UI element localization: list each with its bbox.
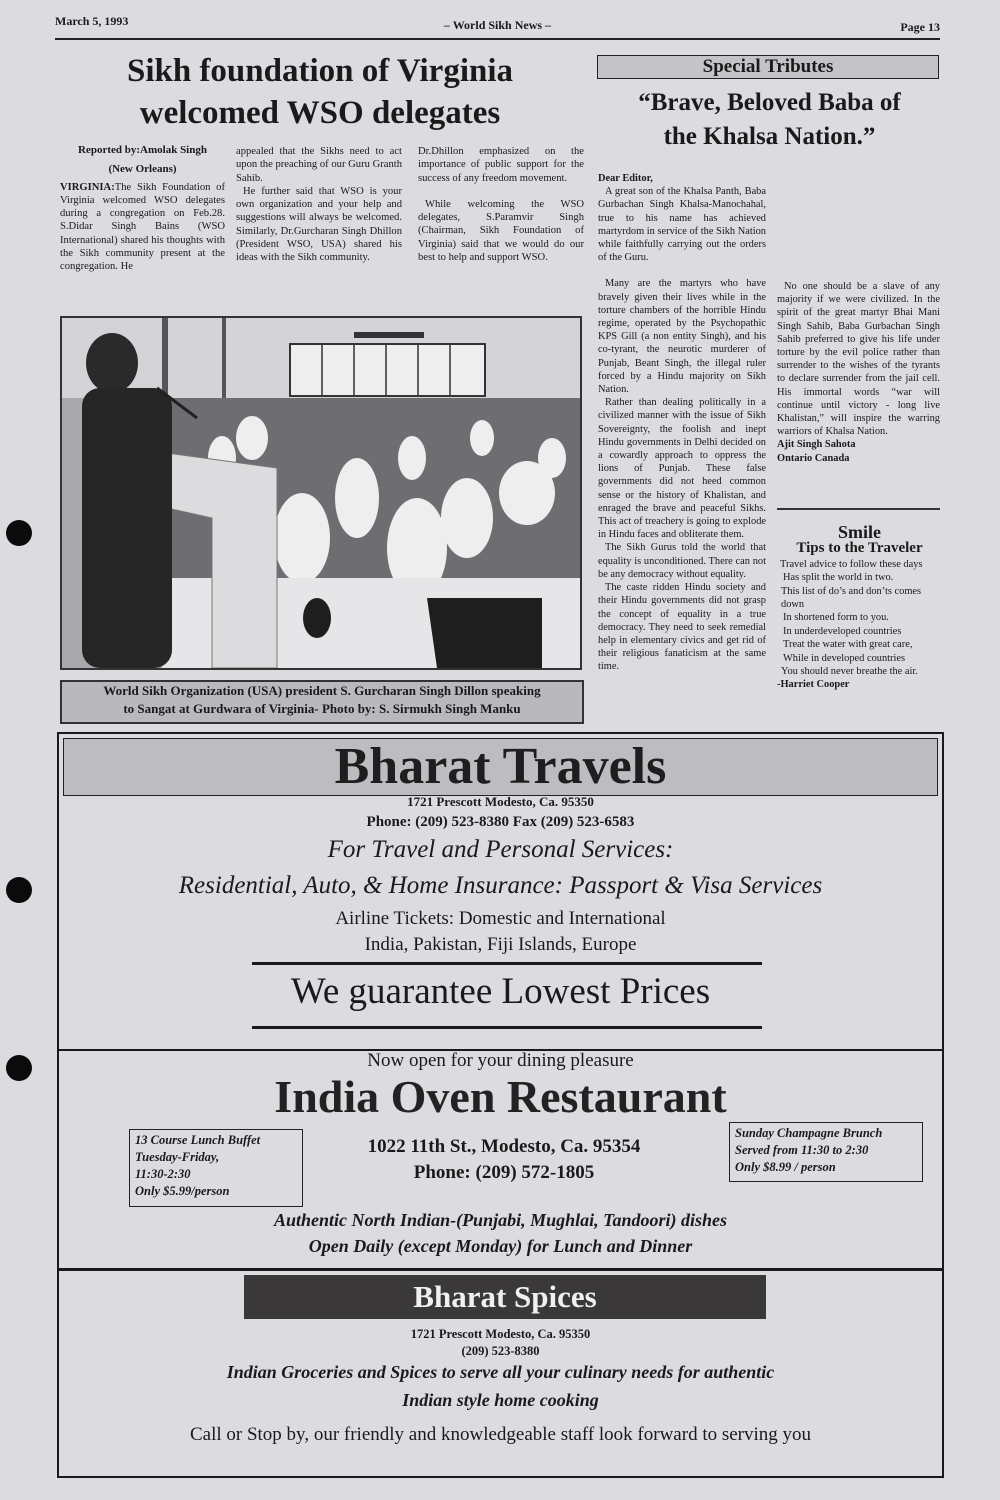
issue-date: March 5, 1993 [55, 14, 129, 28]
poem-author: -Harriet Cooper [777, 679, 850, 691]
spices-description: Indian Groceries and Spices to serve all your culinary needs for authentic [226, 1362, 775, 1382]
poem-line: While in developed countries [783, 652, 906, 664]
poem-line: In shortened form to you. [783, 612, 889, 624]
binder-hole [6, 1055, 32, 1081]
rule [252, 1026, 762, 1029]
caption-line: to Sangat at Gurdwara of Virginia- Photo by: S. Sirmukh Singh Manku [123, 701, 521, 716]
travels-address: 1721 Prescott Modesto, Ca. 95350 [407, 794, 594, 809]
headline-line: welcomed WSO delegates [139, 95, 501, 131]
advertisement-block [57, 732, 944, 1478]
spices-closing: Call or Stop by, our friendly and knowledgeable staff look forward to serving you [189, 1424, 812, 1445]
poem-line: This list of do’s and don’ts comes down [781, 585, 922, 611]
congregation-photo [60, 316, 582, 670]
article-paragraph: Dr.Dhillon emphasized on the importance of public support for the success of any freedom movement. [418, 146, 584, 184]
poem-line: Travel advice to follow these days [780, 558, 923, 570]
brunch-line: Sunday Champagne Brunch [735, 1126, 883, 1140]
brunch-line: Served from 11:30 to 2:30 [735, 1143, 869, 1157]
tribute-column-1 [598, 172, 766, 674]
letter-paragraph: Many are the martyrs who have bravely given their lives while in the torture chambers of the horrible Hindu regime, operated by the Psychopathic KPS Gill (a non entity Singh), and his co-tyrant, the neurotic murderer of Punjab, Beant Singh, the illegal ruler forced by a Hindu majority on Sikh Nation. [598, 278, 766, 396]
restaurant-hours: Open Daily (except Monday) for Lunch and Dinner [308, 1236, 693, 1256]
tribute-headline [597, 86, 942, 154]
buffet-line: 11:30-2:30 [135, 1167, 191, 1181]
photo-caption [60, 680, 584, 724]
section-label: Special Tributes [597, 55, 939, 79]
smile-title: Smile [838, 522, 881, 542]
rule [252, 962, 762, 965]
article-column-1 [60, 144, 225, 274]
headline-line: Sikh foundation of Virginia [126, 53, 514, 89]
section-divider [59, 1268, 942, 1271]
caption-line: World Sikh Organization (USA) president S. Gurcharan Singh Dillon speaking [103, 683, 541, 698]
spices-description: Indian style home cooking [402, 1390, 599, 1410]
restaurant-cuisine: Authentic North Indian-(Punjabi, Mughlai, Tandoori) dishes [274, 1210, 727, 1230]
article-column-2 [236, 145, 402, 265]
binder-hole [6, 520, 32, 546]
article-column-3 [418, 145, 584, 264]
paper-name: – World Sikh News – [443, 18, 552, 32]
travels-tagline: For Travel and Personal Services: [327, 836, 674, 863]
travels-name: Bharat Travels [63, 738, 938, 796]
article-headline [60, 50, 580, 134]
salutation: Dear Editor, [598, 173, 653, 184]
restaurant-phone: Phone: (209) 572-1805 [413, 1162, 595, 1183]
buffet-line: Only $5.99/person [135, 1184, 230, 1198]
letter-paragraph: Rather than dealing politically in a civilized manner with the issue of Sikh Sovereignty, the foolish and inept Hindu governments in Delhi decided on a cowardly approach to oppress the lions of Punjab. These false governments did not heed common sense or the history of Khalistan, and enraged the brave and peaceful Sikhs. This act of treachery is going to explode in Hindu faces and obliterate them. [598, 397, 766, 541]
letter-paragraph: No one should be a slave of any majority if we were civilized. In the spirit of the great martyr Bhai Mani Singh Sahib, Baba Gurbachan Singh Sahib preferred to give his life under torture by the evil police rather than surrender to the wishes of the tyrants to declare surrender from the jail cell. His immortal words “war will continue until victory - long live Khalistan,” will inspire the warring warriors of Khalsa Nation. [777, 281, 940, 438]
letter-paragraph: The Sikh Gurus told the world that equality is unconditioned. There can not be any democracy without equality. [598, 542, 766, 580]
signature: Ajit Singh Sahota [777, 439, 856, 451]
spices-name: Bharat Spices [244, 1275, 766, 1319]
binder-hole [6, 877, 32, 903]
letter-paragraph: A great son of the Khalsa Panth, Baba Gurbachan Singh Khalsa-Manochahal, true to his name has achieved martyrdom in service of the Sikh Nation while faithfully carrying out the orders of the Guru. [598, 186, 766, 264]
spices-phone: (209) 523-8380 [461, 1344, 540, 1358]
headline-line: the Khalsa Nation.” [663, 123, 876, 150]
article-paragraph: He further said that WSO is your own organization and your help and suggestions will always be welcomed. Similarly, Dr.Gurcharan Singh Dhillon (President WSO, USA) shared his ideas with the Sikh community. [236, 185, 402, 264]
tribute-column-2 [777, 187, 940, 465]
masthead-rule [55, 38, 940, 40]
article-paragraph: appealed that the Sikhs need to act upon the preaching of our Guru Granth Sahib. [236, 146, 402, 184]
letter-paragraph: The caste ridden Hindu society and their Hindu governments did not grasp the concept of equality in a true democracy. They need to seek remedial help in elementary civics and get rid of their religious fanaticism at the same time. [598, 582, 766, 673]
buffet-line: 13 Course Lunch Buffet [135, 1133, 261, 1147]
poem-line: Treat the water with great care, [783, 639, 913, 651]
byline: Reported by:Amolak Singh [78, 144, 207, 156]
travels-guarantee: We guarantee Lowest Prices [290, 971, 711, 1012]
lunch-buffet-box [129, 1129, 303, 1207]
article-paragraph: While welcoming the WSO delegates, S.Paramvir Singh (Chairman, Sikh Foundation of Virginia) said that we would do our best to help and support WSO. [418, 198, 584, 264]
restaurant-contact [309, 1134, 699, 1186]
restaurant-address: 1022 11th St., Modesto, Ca. 95354 [367, 1136, 641, 1157]
page-number: Page 13 [900, 20, 940, 34]
article-text: The Sikh Foundation of Virginia welcomed WSO delegates during a congregation on Feb.28. S.Didar Singh Bains (WSO International) shared his thoughts with the Sikh community present at the congregation. He [60, 181, 225, 273]
travels-services: Residential, Auto, & Home Insurance: Passport & Visa Services [178, 872, 823, 899]
restaurant-name: India Oven Restaurant [274, 1071, 727, 1122]
travels-phone: Phone: (209) 523-8380 Fax (209) 523-6583 [366, 814, 635, 830]
dateline: (New Orleans) [108, 163, 177, 176]
smile-box [777, 522, 942, 692]
sunday-brunch-box [729, 1122, 923, 1182]
travels-airline: Airline Tickets: Domestic and International [335, 908, 666, 929]
dateline-lead: VIRGINIA: [60, 181, 115, 193]
poem-line: You should never breathe the air. [781, 666, 918, 678]
signature-place: Ontario Canada [777, 452, 850, 464]
poem-line: Has split the world in two. [783, 572, 894, 584]
photo-illustration [62, 318, 580, 668]
divider [777, 508, 940, 510]
masthead [55, 12, 940, 42]
poem-line: In underdeveloped countries [783, 625, 902, 637]
buffet-line: Tuesday-Friday, [135, 1150, 220, 1164]
smile-subtitle: Tips to the Traveler [796, 540, 923, 557]
restaurant-intro: Now open for your dining pleasure [367, 1050, 634, 1071]
headline-line: “Brave, Beloved Baba of [638, 89, 901, 116]
spices-address: 1721 Prescott Modesto, Ca. 95350 [410, 1327, 591, 1341]
travels-destinations: India, Pakistan, Fiji Islands, Europe [364, 934, 637, 955]
brunch-line: Only $8.99 / person [735, 1160, 836, 1174]
